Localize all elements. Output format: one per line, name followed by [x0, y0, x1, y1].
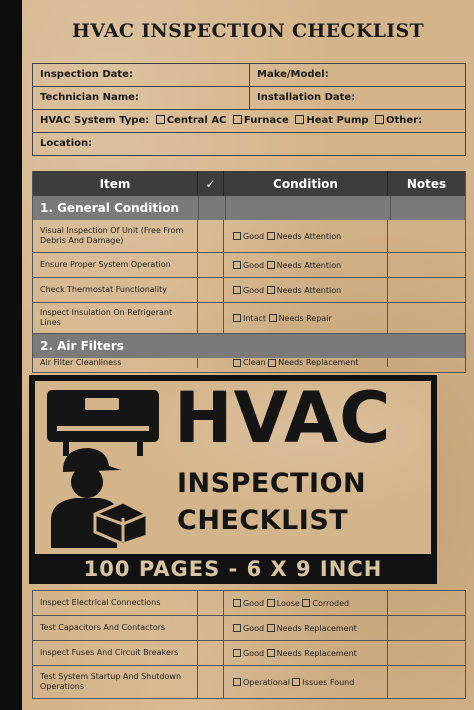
row-check[interactable] [198, 591, 224, 615]
table-row [33, 590, 465, 616]
row-item: Check Thermostat Functionality [33, 278, 198, 302]
row-notes[interactable] [388, 278, 465, 302]
cover-page-count: 100 PAGES - 6 X 9 INCH [83, 557, 383, 581]
cover-subtitle-inspection: INSPECTION [177, 468, 367, 499]
checkbox-icon[interactable] [233, 286, 241, 294]
technician-name-field: Technician Name: [33, 87, 250, 109]
page-title: HVAC INSPECTION CHECKLIST [72, 20, 424, 42]
checkbox-icon[interactable] [233, 359, 241, 367]
checkbox-icon[interactable] [267, 232, 275, 240]
checkbox-icon[interactable] [267, 261, 275, 269]
row-item: Air Filter Cleanliness [33, 358, 198, 368]
cover-subtitle-checklist: CHECKLIST [177, 505, 349, 536]
checkbox-icon[interactable] [267, 649, 275, 657]
checkbox-icon [233, 115, 242, 124]
row-condition: Clean Needs Replacement [224, 358, 388, 367]
checklist-table [32, 171, 466, 373]
row-condition: Good Needs Replacement [224, 641, 388, 665]
row-notes[interactable] [388, 641, 465, 665]
row-check[interactable] [198, 253, 224, 277]
table-row [33, 220, 465, 253]
table-row [33, 616, 465, 641]
header-notes: Notes [406, 176, 447, 191]
option-other: Other: [386, 115, 423, 126]
table-row [33, 303, 465, 334]
row-notes[interactable] [388, 666, 465, 698]
row-condition: Good Needs Attention [224, 253, 388, 277]
checkbox-icon[interactable] [233, 261, 241, 269]
checkbox-icon [156, 115, 165, 124]
table-header [33, 171, 465, 196]
inspection-date-field: Inspection Date: [33, 64, 250, 86]
info-box [32, 63, 466, 156]
checkbox-icon [375, 115, 384, 124]
technician-with-ac-unit-icon [43, 386, 163, 548]
checkbox-icon [295, 115, 304, 124]
header-item: Item [33, 171, 198, 196]
checkbox-icon[interactable] [268, 359, 276, 367]
make-model-field: Make/Model: [257, 69, 329, 80]
row-check[interactable] [198, 303, 224, 333]
row-condition: Good Needs Replacement [224, 616, 388, 640]
checkbox-icon[interactable] [233, 232, 241, 240]
section-air-filters: 2. Air Filters [33, 334, 465, 358]
table-row [33, 358, 465, 373]
checkbox-icon[interactable] [267, 599, 275, 607]
checkbox-icon[interactable] [267, 624, 275, 632]
row-check[interactable] [198, 278, 224, 302]
row-item: Inspect Electrical Connections [33, 591, 198, 615]
checkbox-icon[interactable] [233, 314, 241, 322]
checkbox-icon[interactable] [233, 649, 241, 657]
row-condition: Good Loose Corroded [224, 591, 388, 615]
row-condition: Intact Needs Repair [224, 303, 388, 333]
checkbox-icon[interactable] [269, 314, 277, 322]
checkbox-icon[interactable] [233, 624, 241, 632]
row-notes[interactable] [388, 616, 465, 640]
location-field: Location: [40, 138, 93, 149]
book-spine [0, 0, 22, 710]
option-heat-pump: Heat Pump [306, 115, 369, 126]
checkbox-icon[interactable] [233, 678, 241, 686]
checkbox-icon[interactable] [302, 599, 310, 607]
row-condition: Good Needs Attention [224, 220, 388, 252]
row-condition: Operational Issues Found [224, 666, 388, 698]
section-general-condition: 1. General Condition [33, 196, 465, 220]
row-check[interactable] [198, 616, 224, 640]
cover-title-hvac: HVAC [174, 377, 392, 459]
row-check[interactable] [198, 641, 224, 665]
table-row [33, 253, 465, 278]
checklist-table-lower [32, 590, 466, 699]
row-notes[interactable] [388, 220, 465, 252]
table-row [33, 641, 465, 666]
row-item: Inspect Fuses And Circuit Breakers [33, 641, 198, 665]
table-row [33, 278, 465, 303]
row-item: Visual Inspection Of Unit (Free From Debris And Damage) [33, 220, 198, 252]
row-check[interactable] [198, 666, 224, 698]
option-furnace: Furnace [243, 115, 289, 126]
checkbox-icon[interactable] [267, 286, 275, 294]
header-condition: Condition [224, 171, 388, 196]
row-notes[interactable] [388, 303, 465, 333]
row-item: Inspect Insulation On Refrigerant Lines [33, 303, 198, 333]
header-check-icon: ✓ [198, 171, 224, 196]
system-type-label: HVAC System Type: [40, 115, 150, 126]
row-condition: Good Needs Attention [224, 278, 388, 302]
row-check[interactable] [198, 220, 224, 252]
row-item: Test System Startup And Shutdown Operations [33, 666, 198, 698]
row-notes[interactable] [388, 591, 465, 615]
option-central-ac: Central AC [166, 115, 227, 126]
checkbox-icon[interactable] [233, 599, 241, 607]
installation-date-field: Installation Date: [257, 92, 356, 103]
row-notes[interactable] [388, 253, 465, 277]
table-row [33, 666, 465, 699]
row-item: Test Capacitors And Contactors [33, 616, 198, 640]
checkbox-icon[interactable] [292, 678, 300, 686]
row-item: Ensure Proper System Operation [33, 253, 198, 277]
system-type-field [33, 110, 465, 132]
